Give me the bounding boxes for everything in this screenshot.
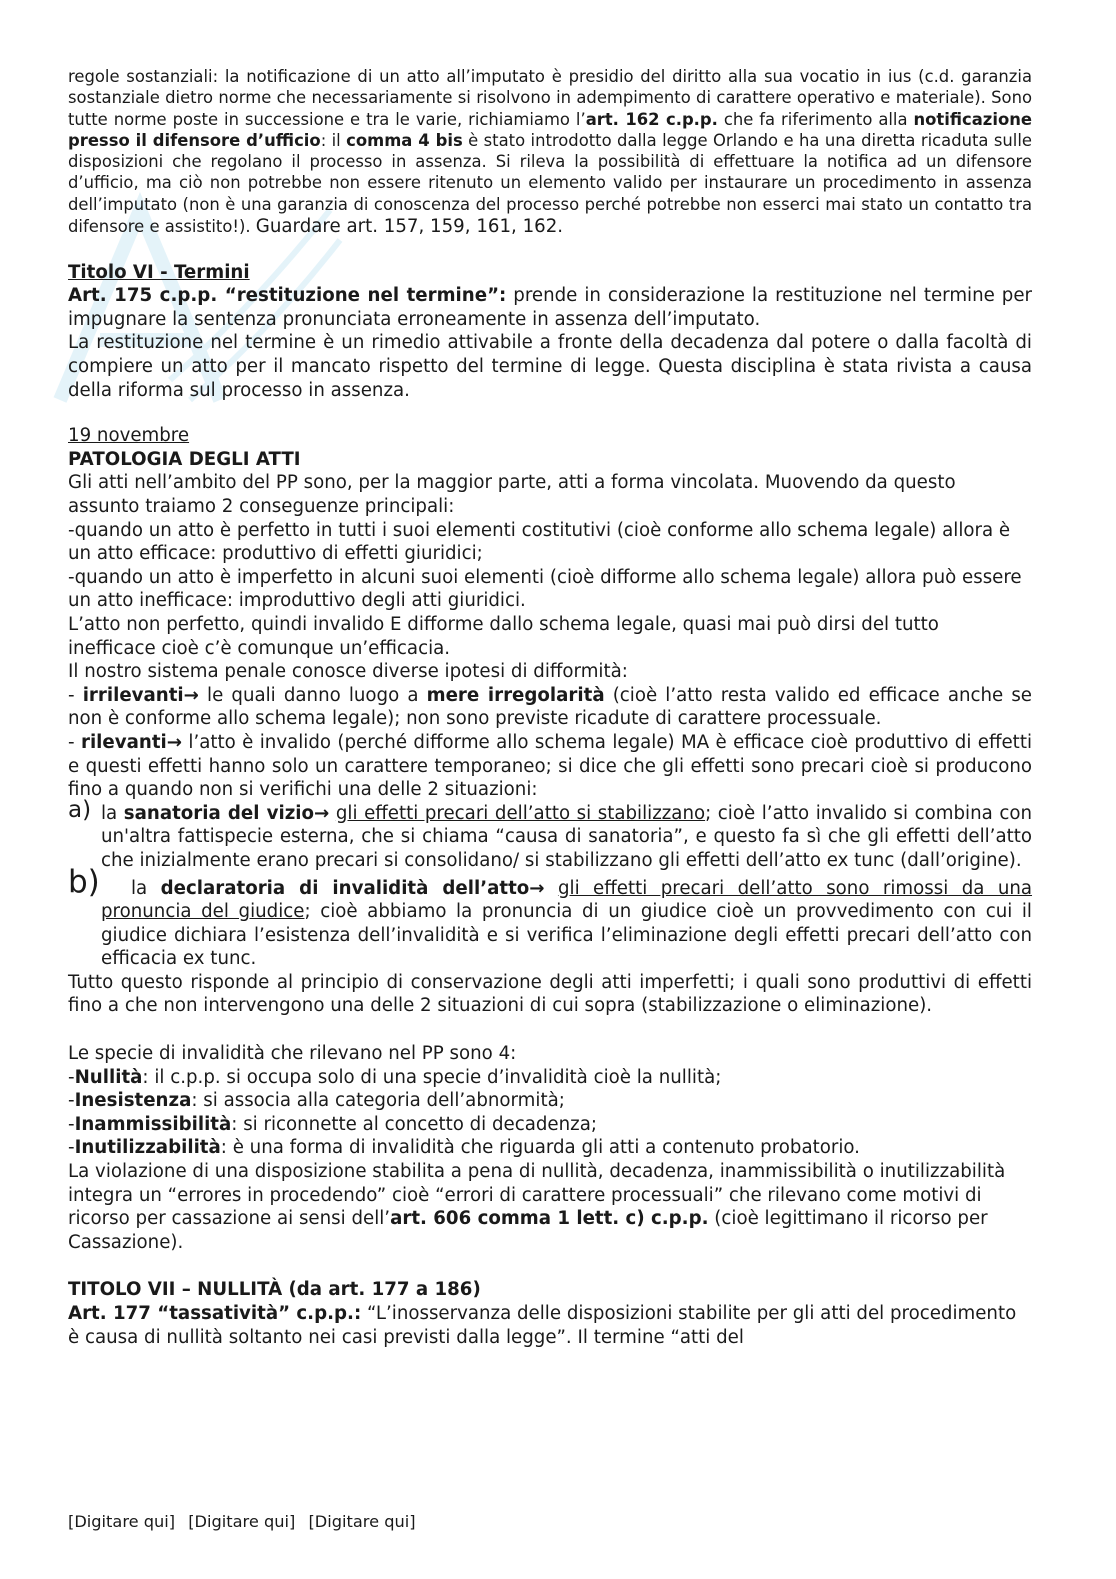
rilevanti-item: - rilevanti→ l’atto è invalido (perché difforme allo schema legale) MA è efficace cioè produttivo di effetti e questi effetti hanno solo un carattere temporaneo; si dice che gli effetti sono precari cioè si producono fino a quando non si verifichi una delle 2 situazioni:: [68, 731, 1032, 801]
arrow-icon: →: [529, 877, 545, 899]
list-item-b: b) la declaratoria di invalidità dell’atto→ gli effetti precari dell’atto sono rimossi da una pronuncia del giudice; cioè abbiamo la pronuncia di un giudice cioè un provvedimento con cui il giudice dichiara l’esistenza dell’invalidità e si verifica l’eliminazione degli effetti precari dell’atto con efficacia ex tunc.: [68, 863, 1033, 970]
patologia-p4: L’atto non perfetto, quindi invalido E difforme dallo schema legale, quasi mai può dirsi del tutto inefficace cioè c’è comunque un’efficacia.: [68, 613, 939, 659]
patologia-p3: -quando un atto è imperfetto in alcuni suoi elementi (cioè difforme allo schema legale) allora può essere un atto inefficace: improduttivo degli atti giuridici.: [68, 566, 1022, 612]
footer-placeholder-2[interactable]: [Digitare qui]: [188, 1512, 296, 1531]
art-177-paragraph: Art. 177 “tassatività” c.p.p.: “L’inosservanza delle disposizioni stabilite per gli atti del procedimento è causa di nullità soltanto nei casi previsti dalla legge”. Il termine “atti del: [68, 1303, 1017, 1348]
date-label: 19 novembre: [68, 425, 190, 447]
invalidita-item-nullita: -Nullità: il c.p.p. si occupa solo di una specie d’invalidità cioè la nullità;: [68, 1066, 722, 1088]
patologia-heading: PATOLOGIA DEGLI ATTI: [68, 448, 301, 470]
invalidita-item-inutilizzabilita: -Inutilizzabilità: è una forma di invalidità che riguarda gli atti a contenuto probatorio.: [68, 1137, 860, 1159]
page-footer: [68, 1512, 424, 1531]
titolo-vii-heading: TITOLO VII – NULLITÀ (da art. 177 a 186): [68, 1279, 481, 1301]
list-marker-a: a): [68, 796, 92, 823]
patologia-p2: -quando un atto è perfetto in tutti i suoi elementi costitutivi (cioè conforme allo schema legale) allora è un atto efficace: produttivo di effetti giuridici;: [68, 519, 1011, 565]
footer-placeholder-1[interactable]: [Digitare qui]: [68, 1512, 176, 1531]
footer-placeholder-3[interactable]: [Digitare qui]: [308, 1512, 416, 1531]
patologia-p1: Gli atti nell’ambito del PP sono, per la maggior parte, atti a forma vincolata. Muovendo da questo assunto traiamo 2 conseguenze principali:: [68, 472, 956, 518]
invalidita-intro: Le specie di invalidità che rilevano nel PP sono 4:: [68, 1043, 517, 1065]
intro-paragraph: regole sostanziali: la notificazione di un atto all’imputato è presidio del diritto alla sua vocatio in ius (c.d. garanzia sostanziale dietro norme che necessariamente si risolvono in adempimento di carattere operativo e materiale). Sono tutte norme poste in successione e tra le varie, richiamiamo l’art. 162 c.p.p. che fa riferimento alla notificazione presso il difensore d’ufficio: il comma 4 bis è stato introdotto dalla legge Orlando e ha una diretta ricaduta sulle disposizioni che regolano il processo in assenza. Si rileva la possibilità di effettuare la notifica ad un difensore d’ufficio, ma ciò non potrebbe non essere ritenuto un elemento valido per instaurare un procedimento in assenza dell’imputato (non è una garanzia di conoscenza del processo perché potrebbe non esserci mai stato un contatto tra difensore e assistito!). Guardare art. 157, 159, 161, 162.: [68, 67, 1032, 238]
titolo-vi-heading: Titolo VI - Termini: [68, 261, 250, 283]
patologia-p5: Il nostro sistema penale conosce diverse ipotesi di difformità:: [68, 661, 628, 683]
list-item-a: a) la sanatoria del vizio→ gli effetti precari dell’atto si stabilizzano; cioè l’atto invalido si combina con un'altra fattispecie esterna, che si chiama “causa di sanatoria”, e questo fa sì che gli effetti dell’atto che inizialmente erano precari si consolidano/ si stabilizzano gli effetti dell’atto ex tunc (dall’origine).: [68, 796, 1032, 871]
document-body: [68, 66, 1032, 1349]
errores-paragraph: La violazione di una disposizione stabilita a pena di nullità, decadenza, inammissibilità o inutilizzabilità integra un “errores in procedendo” cioè “errori di carattere processuali” che rilevano come motivi di ricorso per cassazione ai sensi dell’art. 606 comma 1 lett. c) c.p.p. (cioè legittimano il ricorso per Cassazione).: [68, 1161, 1006, 1253]
invalidita-item-inammissibilita: -Inammissibilità: si riconnette al concetto di decadenza;: [68, 1113, 597, 1135]
conservazione-paragraph: Tutto questo risponde al principio di conservazione degli atti imperfetti; i quali sono produttivi di effetti fino a che non intervengono una delle 2 situazioni di cui sopra (stabilizzazione o eliminazione).: [68, 971, 1032, 1017]
arrow-icon: →: [166, 731, 182, 753]
invalidita-item-inesistenza: -Inesistenza: si associa alla categoria dell’abnormità;: [68, 1090, 565, 1112]
list-marker-b: b): [68, 863, 100, 900]
restituzione-paragraph: La restituzione nel termine è un rimedio attivabile a fronte della decadenza dal potere o dalla facoltà di compiere un atto per il mancato rispetto del termine di legge. Questa disciplina è stata rivista a causa della riforma sul processo in assenza.: [68, 332, 1032, 401]
arrow-icon: →: [183, 684, 199, 706]
art-175-paragraph: Art. 175 c.p.p. “restituzione nel termine”: prende in considerazione la restituzione nel termine per impugnare la sentenza pronunciata erroneamente in assenza dell’imputato.: [68, 285, 1032, 330]
irrilevanti-item: - irrilevanti→ le quali danno luogo a mere irregolarità (cioè l’atto resta valido ed efficace anche se non è conforme allo schema legale); non sono previste ricadute di carattere processuale.: [68, 684, 1032, 730]
arrow-icon: →: [314, 802, 330, 824]
